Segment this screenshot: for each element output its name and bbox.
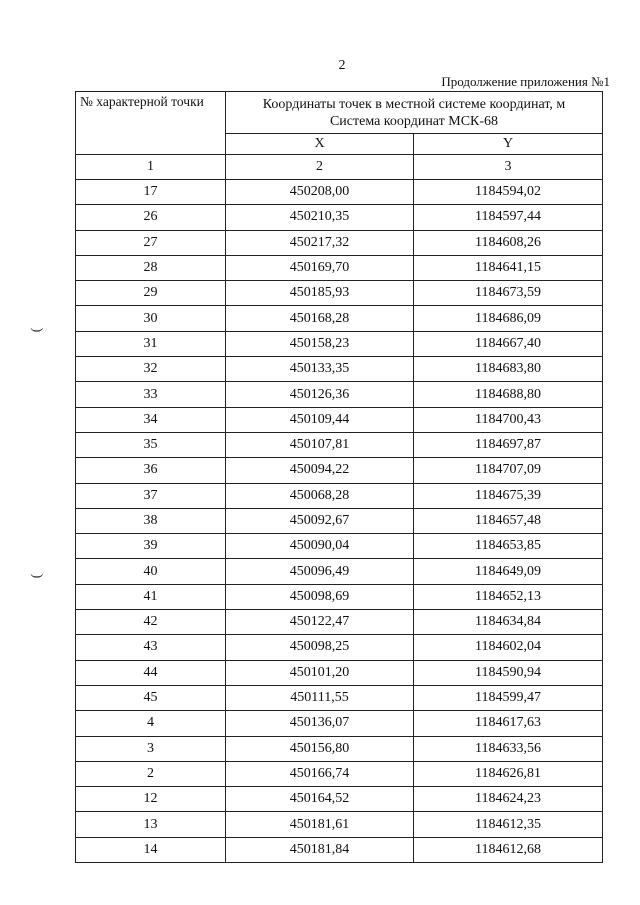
point-number-cell: 28: [76, 255, 226, 280]
y-coordinate-cell: 1184657,48: [414, 508, 603, 533]
x-coordinate-cell: 450107,81: [226, 432, 414, 457]
y-coordinate-cell: 1184597,44: [414, 205, 603, 230]
y-coordinate-cell: 1184649,09: [414, 559, 603, 584]
y-coordinate-cell: 1184599,47: [414, 685, 603, 710]
y-coordinate-cell: 1184652,13: [414, 584, 603, 609]
x-coordinate-cell: 450181,84: [226, 837, 414, 862]
x-coordinate-cell: 450092,67: [226, 508, 414, 533]
table-row: [76, 458, 603, 483]
table-row: [76, 483, 603, 508]
table-row: [76, 685, 603, 710]
x-coordinate-cell: 450181,61: [226, 812, 414, 837]
point-number-cell: 39: [76, 534, 226, 559]
point-number-cell: 29: [76, 281, 226, 306]
y-coordinate-cell: 1184633,56: [414, 736, 603, 761]
table-row: [76, 205, 603, 230]
y-coordinate-cell: 1184697,87: [414, 432, 603, 457]
point-number-cell: 17: [76, 180, 226, 205]
x-coordinate-cell: 450164,52: [226, 787, 414, 812]
y-coordinate-cell: 1184634,84: [414, 610, 603, 635]
point-number-cell: 4: [76, 711, 226, 736]
table-row: [76, 357, 603, 382]
x-coordinate-cell: 450136,07: [226, 711, 414, 736]
y-coordinate-cell: 1184590,94: [414, 660, 603, 685]
header-y: Y: [414, 134, 603, 155]
x-coordinate-cell: 450122,47: [226, 610, 414, 635]
point-number-cell: 35: [76, 432, 226, 457]
y-coordinate-cell: 1184624,23: [414, 787, 603, 812]
point-number-cell: 26: [76, 205, 226, 230]
point-number-cell: 2: [76, 761, 226, 786]
point-number-cell: 36: [76, 458, 226, 483]
table-row: [76, 812, 603, 837]
y-coordinate-cell: 1184594,02: [414, 180, 603, 205]
table-header-row: [76, 92, 603, 134]
y-coordinate-cell: 1184667,40: [414, 331, 603, 356]
table-index-row: [76, 155, 603, 180]
y-coordinate-cell: 1184653,85: [414, 534, 603, 559]
x-coordinate-cell: 450133,35: [226, 357, 414, 382]
x-coordinate-cell: 450166,74: [226, 761, 414, 786]
table-row: [76, 610, 603, 635]
x-coordinate-cell: 450068,28: [226, 483, 414, 508]
table-row: [76, 559, 603, 584]
x-coordinate-cell: 450094,22: [226, 458, 414, 483]
column-index-3: 3: [414, 155, 603, 180]
point-number-cell: 43: [76, 635, 226, 660]
x-coordinate-cell: 450158,23: [226, 331, 414, 356]
table-row: [76, 382, 603, 407]
x-coordinate-cell: 450098,69: [226, 584, 414, 609]
x-coordinate-cell: 450185,93: [226, 281, 414, 306]
x-coordinate-cell: 450156,80: [226, 736, 414, 761]
x-coordinate-cell: 450208,00: [226, 180, 414, 205]
header-x: X: [226, 134, 414, 155]
x-coordinate-cell: 450096,49: [226, 559, 414, 584]
point-number-cell: 42: [76, 610, 226, 635]
x-coordinate-cell: 450210,35: [226, 205, 414, 230]
point-number-cell: 41: [76, 584, 226, 609]
point-number-cell: 31: [76, 331, 226, 356]
x-coordinate-cell: 450109,44: [226, 407, 414, 432]
table-row: [76, 736, 603, 761]
table-row: [76, 508, 603, 533]
y-coordinate-cell: 1184626,81: [414, 761, 603, 786]
table-row: [76, 787, 603, 812]
x-coordinate-cell: 450126,36: [226, 382, 414, 407]
y-coordinate-cell: 1184608,26: [414, 230, 603, 255]
point-number-cell: 37: [76, 483, 226, 508]
y-coordinate-cell: 1184602,04: [414, 635, 603, 660]
point-number-cell: 34: [76, 407, 226, 432]
column-index-2: 2: [226, 155, 414, 180]
header-point-number: № характерной точки: [76, 92, 226, 155]
coordinates-table: [75, 91, 603, 863]
point-number-cell: 13: [76, 812, 226, 837]
x-coordinate-cell: 450217,32: [226, 230, 414, 255]
point-number-cell: 30: [76, 306, 226, 331]
x-coordinate-cell: 450168,28: [226, 306, 414, 331]
point-number-cell: 32: [76, 357, 226, 382]
point-number-cell: 3: [76, 736, 226, 761]
x-coordinate-cell: 450101,20: [226, 660, 414, 685]
header-coordinate-system: Система координат МСК-68: [329, 113, 499, 129]
y-coordinate-cell: 1184673,59: [414, 281, 603, 306]
table-row: [76, 534, 603, 559]
table-row: [76, 837, 603, 862]
point-number-cell: 27: [76, 230, 226, 255]
y-coordinate-cell: 1184688,80: [414, 382, 603, 407]
table-row: [76, 306, 603, 331]
x-coordinate-cell: 450098,25: [226, 635, 414, 660]
x-coordinate-cell: 450169,70: [226, 255, 414, 280]
header-coordinates: [226, 92, 603, 134]
point-number-cell: 33: [76, 382, 226, 407]
point-number-cell: 40: [76, 559, 226, 584]
table-row: [76, 584, 603, 609]
margin-mark: ): [29, 327, 45, 333]
x-coordinate-cell: 450111,55: [226, 685, 414, 710]
appendix-continuation-note: Продолжение приложения №1: [441, 74, 610, 89]
y-coordinate-cell: 1184617,63: [414, 711, 603, 736]
margin-mark: ): [29, 573, 45, 579]
table-row: [76, 711, 603, 736]
point-number-cell: 38: [76, 508, 226, 533]
table-row: [76, 281, 603, 306]
y-coordinate-cell: 1184686,09: [414, 306, 603, 331]
table-row: [76, 407, 603, 432]
y-coordinate-cell: 1184683,80: [414, 357, 603, 382]
x-coordinate-cell: 450090,04: [226, 534, 414, 559]
table-row: [76, 432, 603, 457]
table-row: [76, 761, 603, 786]
y-coordinate-cell: 1184707,09: [414, 458, 603, 483]
y-coordinate-cell: 1184612,35: [414, 812, 603, 837]
point-number-cell: 45: [76, 685, 226, 710]
y-coordinate-cell: 1184675,39: [414, 483, 603, 508]
table-row: [76, 331, 603, 356]
table-row: [76, 660, 603, 685]
y-coordinate-cell: 1184641,15: [414, 255, 603, 280]
point-number-cell: 12: [76, 787, 226, 812]
page-number: 2: [338, 58, 346, 73]
table-row: [76, 230, 603, 255]
table-row: [76, 255, 603, 280]
table-row: [76, 180, 603, 205]
y-coordinate-cell: 1184612,68: [414, 837, 603, 862]
point-number-cell: 14: [76, 837, 226, 862]
header-coordinates-line1: Координаты точек в местной системе координат, м: [262, 96, 566, 112]
point-number-cell: 44: [76, 660, 226, 685]
table-row: [76, 635, 603, 660]
column-index-1: 1: [76, 155, 226, 180]
y-coordinate-cell: 1184700,43: [414, 407, 603, 432]
